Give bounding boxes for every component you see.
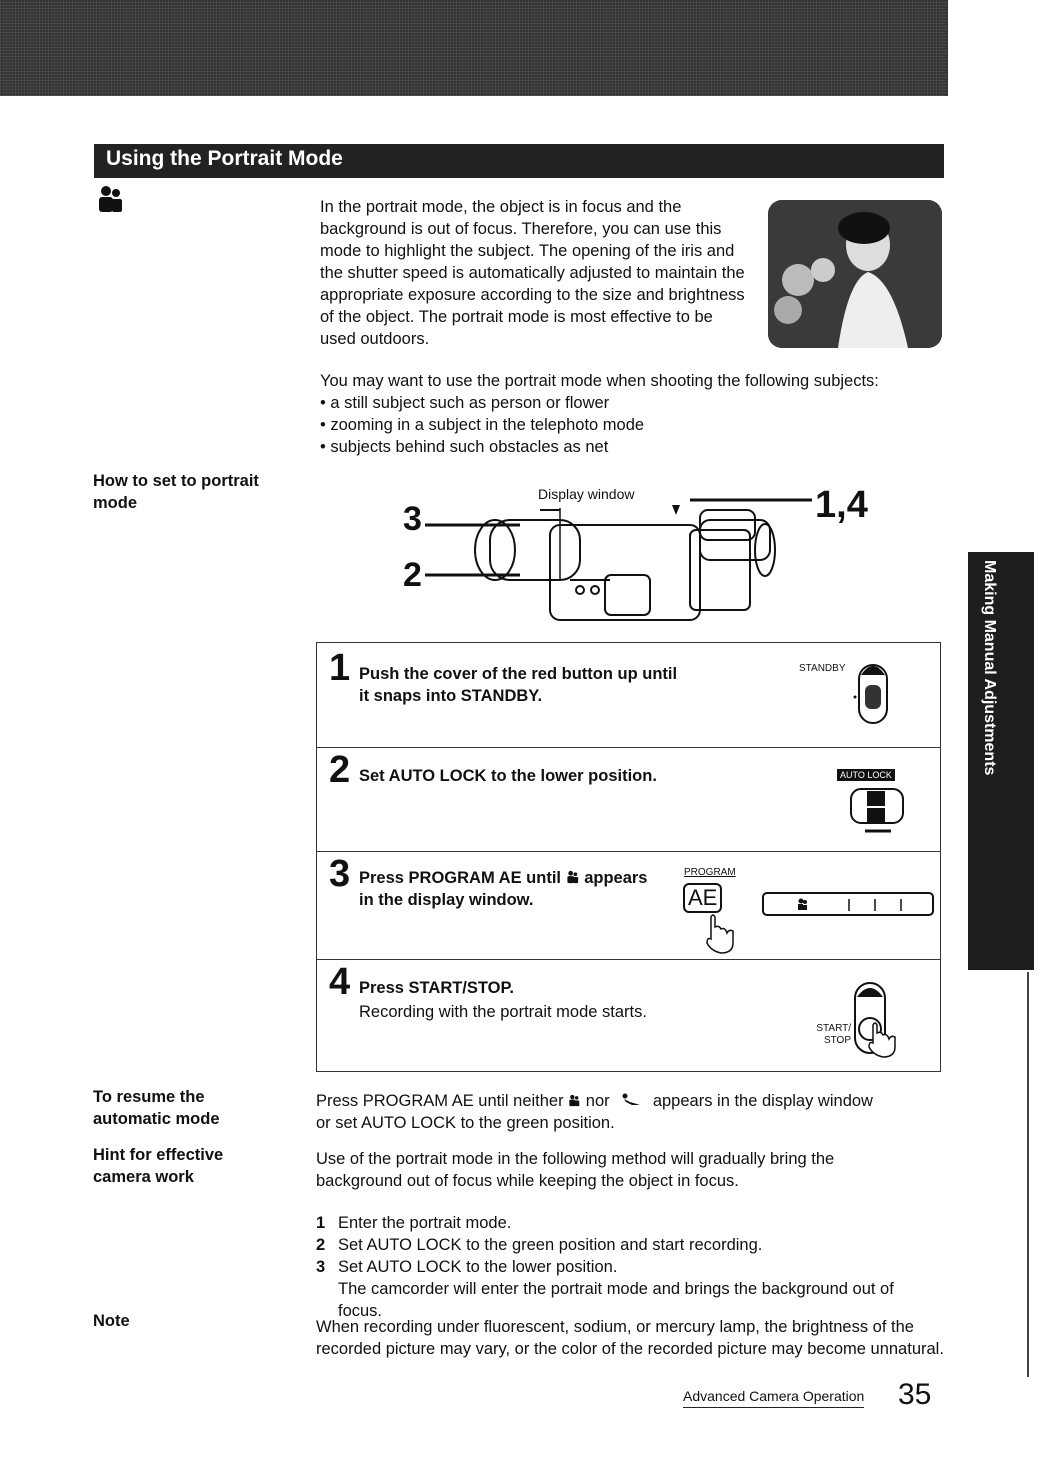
callout-1-4: 1,4 (815, 484, 868, 526)
step-text: Set AUTO LOCK to the lower position. (359, 767, 657, 785)
resume-text: Press PROGRAM AE until neither nor appears in the display window or set AUTO LOCK to the green position. (316, 1092, 873, 1132)
callout-2: 2 (403, 556, 422, 594)
resume-heading: To resume the automatic mode (93, 1088, 220, 1128)
auto-lock-switch-icon (847, 785, 907, 835)
step-1 (317, 643, 940, 748)
step-text: Push the cover of the red button up until it snaps into STANDBY. (359, 665, 678, 705)
hint-after-text: The camcorder will enter the portrait mode and brings the background out of focus. (338, 1280, 894, 1320)
intro-paragraph: In the portrait mode, the object is in focus and the background is out of focus. Therefore, you can use this mode to highlight the subject. The opening of the iris and the shutter speed is automatically adjusted to maintain the appropriate exposure according to the size and brightness of the object. The portrait mode is most effective to be used outdoors. (320, 198, 745, 348)
section-title-bar (94, 144, 944, 178)
program-ae-button[interactable]: AE (683, 883, 722, 913)
portrait-mode-icon (568, 1094, 581, 1107)
standby-switch-icon (853, 655, 893, 735)
standby-label: STANDBY (799, 663, 846, 674)
header-band (0, 0, 948, 96)
hint-steps-list (316, 1212, 938, 1322)
step-number: 3 (329, 853, 351, 895)
callout-3: 3 (403, 500, 422, 538)
start-stop-label: START/ STOP (816, 1023, 851, 1046)
subjects-intro: You may want to use the portrait mode when shooting the following subjects: (320, 372, 879, 390)
pressing-hand-icon (703, 913, 737, 955)
steps-box (316, 642, 941, 1072)
list-item: 1 Enter the portrait mode. (316, 1214, 512, 1232)
program-label: PROGRAM (684, 867, 736, 878)
portrait-mode-icon (566, 870, 580, 884)
display-window-icon (761, 891, 935, 917)
sports-mode-icon (620, 1093, 642, 1107)
list-item: 2 Set AUTO LOCK to the green position and start recording. (316, 1236, 763, 1254)
step-text: Press START/STOP. (359, 979, 514, 997)
step-subtext: Recording with the portrait mode starts. (359, 1003, 647, 1021)
step-4 (317, 959, 940, 1071)
step-3 (317, 851, 940, 960)
portrait-photo (768, 200, 942, 348)
footer-section-name: Advanced Camera Operation (683, 1388, 864, 1408)
list-item: • subjects behind such obstacles as net (320, 436, 644, 458)
note-heading: Note (93, 1312, 130, 1330)
hint-heading: Hint for effective camera work (93, 1146, 224, 1186)
step-number: 4 (329, 961, 351, 1003)
step-number: 1 (329, 647, 351, 689)
step-number: 2 (329, 749, 351, 791)
display-window-label: Display window (538, 486, 635, 502)
section-title: Using the Portrait Mode (106, 147, 343, 170)
note-text: When recording under fluorescent, sodium, or mercury lamp, the brightness of the recorded picture may vary, or the color of the recorded picture may become unnatural. (316, 1318, 944, 1358)
portrait-mode-icon (96, 184, 126, 214)
start-stop-button-icon[interactable] (849, 979, 913, 1065)
step-2 (317, 747, 940, 852)
list-item: • a still subject such as person or flower (320, 392, 644, 414)
auto-lock-label: AUTO LOCK (837, 769, 895, 781)
subjects-list (320, 392, 644, 458)
page-edge-line (1027, 972, 1029, 1377)
list-item: • zooming in a subject in the telephoto mode (320, 414, 644, 436)
list-item: 3 Set AUTO LOCK to the lower position. (316, 1258, 618, 1276)
section-side-tab: Making Manual Adjustments (968, 552, 1034, 970)
page-number: 35 (898, 1378, 932, 1411)
step-text: Press PROGRAM AE until appears in the display window. (359, 869, 648, 909)
how-to-heading: How to set to portrait mode (93, 472, 259, 512)
hint-text: Use of the portrait mode in the following method will gradually bring the background out of focus while keeping the object in focus. (316, 1150, 835, 1190)
